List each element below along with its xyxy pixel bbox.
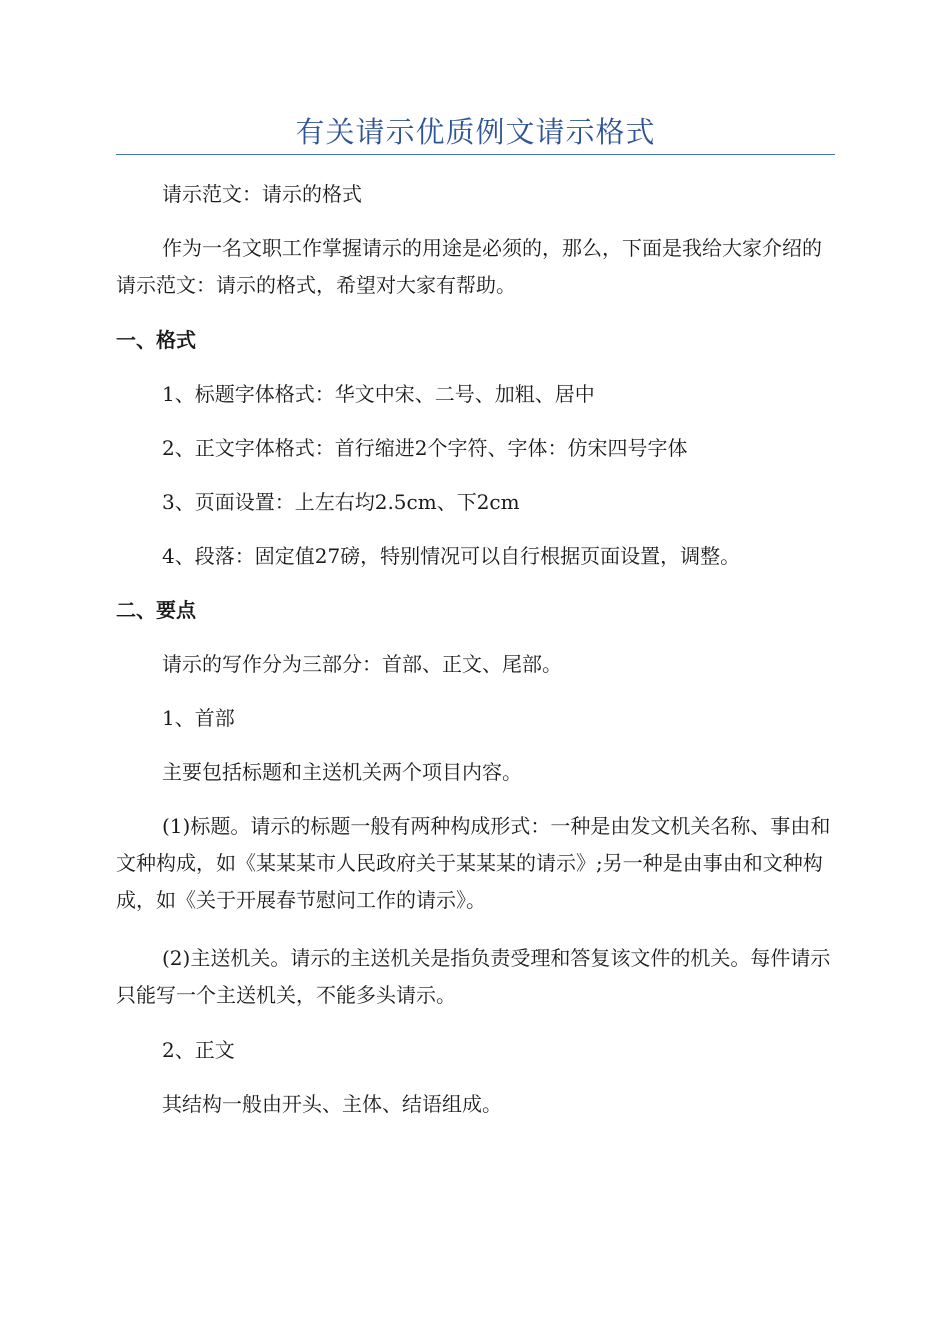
list-item-title-font: 1、标题字体格式：华文中宋、二号、加粗、居中 <box>162 382 595 406</box>
paragraph-body-structure: 其结构一般由开头、主体、结语组成。 <box>162 1092 502 1116</box>
document-title: 有关请示优质例文请示格式 <box>295 115 656 149</box>
list-item-body-font: 2、正文字体格式：首行缩进2个字符、字体：仿宋四号字体 <box>162 436 688 460</box>
list-item-page-setup: 3、页面设置：上左右均2.5cm、下2cm <box>162 490 520 514</box>
title-underline <box>116 154 835 155</box>
paragraph-title-forms: (1)标题。请示的标题一般有两种构成形式：一种是由发文机关名称、事由和文种构成，如《某某某市人民政府关于某某某的请示》;另一种是由事由和文种构成，如《关于开展春节慰问工作的请示》。 <box>116 814 831 912</box>
section-heading-points: 二、要点 <box>116 598 196 622</box>
subheading-body: 2、正文 <box>162 1038 235 1062</box>
list-item-paragraph: 4、段落：固定值27磅，特别情况可以自行根据页面设置，调整。 <box>162 544 741 568</box>
paragraph-intro: 作为一名文职工作掌握请示的用途是必须的，那么，下面是我给大家介绍的请示范文：请示的格式，希望对大家有帮助。 <box>116 236 822 297</box>
section-heading-format: 一、格式 <box>116 328 196 352</box>
subheading-head: 1、首部 <box>162 706 235 730</box>
paragraph-head-contents: 主要包括标题和主送机关两个项目内容。 <box>162 760 522 784</box>
paragraph-intro-title: 请示范文：请示的格式 <box>162 182 362 206</box>
paragraph-three-parts: 请示的写作分为三部分：首部、正文、尾部。 <box>162 652 562 676</box>
paragraph-recipient: (2)主送机关。请示的主送机关是指负责受理和答复该文件的机关。每件请示只能写一个主送机关，不能多头请示。 <box>116 946 831 1007</box>
